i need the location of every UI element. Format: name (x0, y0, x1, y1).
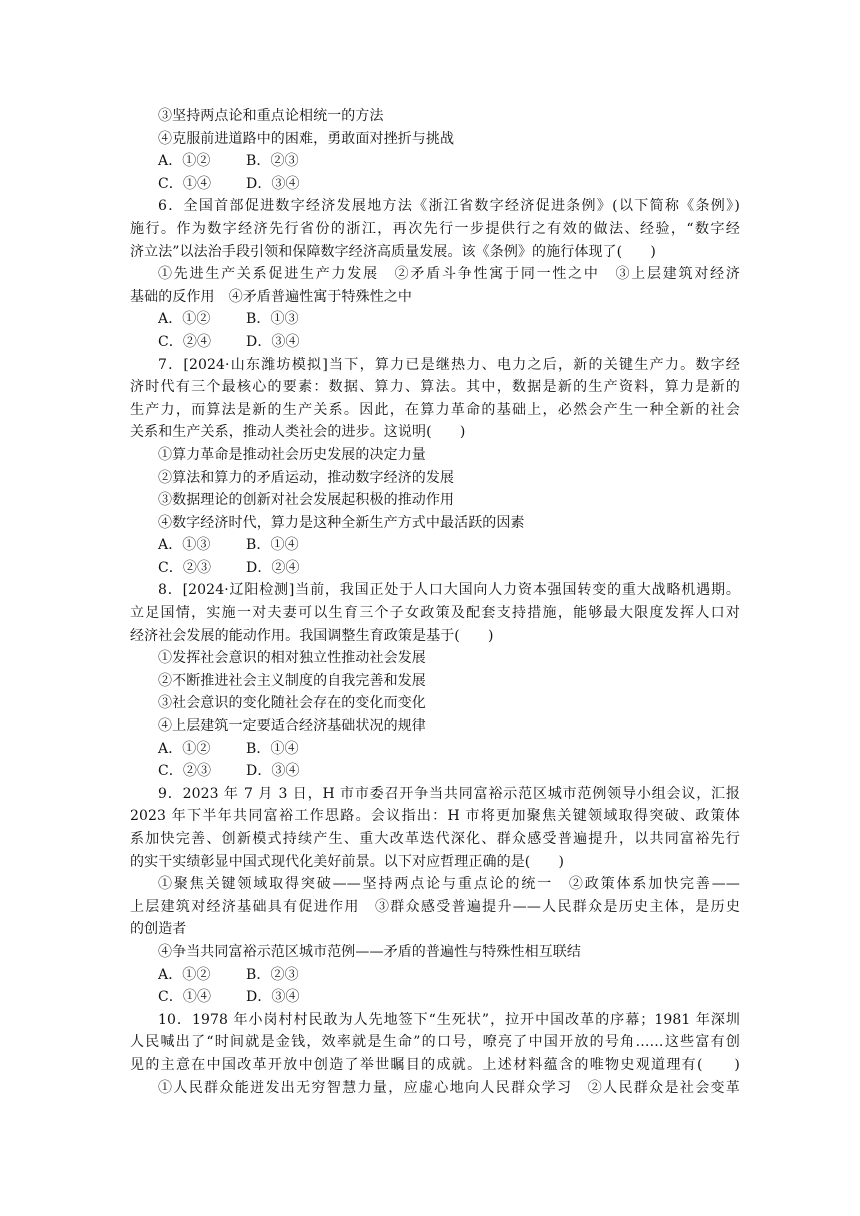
answer-choices-row (130, 760, 740, 783)
answer-choice: D．②④ (246, 559, 300, 576)
answer-choice: B．②③ (246, 153, 299, 170)
question-stem-line: 济时代有三个最核心的要素：数据、算力、算法。其中，数据是新的生产资料，算力是新的 (130, 379, 740, 396)
question-stem-line: 8．[2024·辽阳检测]当前，我国正处于人口大国向人力资本强国转变的重大战略机遇期。 (158, 582, 740, 599)
paragraph-last-line: 基础的反作用 ④矛盾普遍性寓于特殊性之中 (130, 288, 412, 305)
document-page (130, 105, 740, 1099)
answer-choices-row (130, 557, 740, 580)
answer-choice: A．①② (158, 311, 211, 328)
option-statement: ③坚持两点论和重点论相统一的方法 (158, 108, 384, 124)
answer-choice: B．①④ (246, 740, 299, 757)
option-statement: ①聚焦关键领域取得突破——坚持两点论与重点论的统一 ②政策体系加快完善—— (158, 876, 740, 893)
paragraph-last-line: 的创造者 (130, 921, 187, 938)
answer-choices-row (130, 738, 740, 761)
question-stem-line: 9．2023 年 7 月 3 日，H 市市委召开争当共同富裕示范区城市范例领导小组会议，汇报 (158, 785, 740, 802)
question-stem-line: 施行。作为数字经济先行省份的浙江，再次先行一步提供行之有效的做法、经验，“数字经 (130, 220, 740, 237)
paragraph-last-line: 经济社会发展的能动作用。我国调整生育政策是基于( ) (130, 627, 494, 644)
answer-choices-row (130, 150, 740, 173)
answer-choice: C．②③ (158, 559, 212, 576)
answer-choices-row (130, 173, 740, 196)
answer-choice: C．②④ (158, 333, 212, 350)
answer-choice: D．③④ (246, 989, 300, 1006)
question-stem-line: 见的主意在中国改革开放中创造了举世瞩目的成就。上述材料蕴含的唯物史观道理有( ) (130, 1056, 740, 1073)
question-stem-line: 人民喊出了“时间就是金钱，效率就是生命”的口号，嘹亮了中国开放的号角……这些富有创 (130, 1034, 740, 1051)
option-statement: ②算法和算力的矛盾运动，推动数字经济的发展 (158, 469, 455, 486)
question-stem-line: 立足国情，实施一对夫妻可以生育三个子女政策及配套支持措施，能够最大限度发挥人口对 (130, 605, 740, 622)
question-stem-line: 2023 年下半年共同富裕工作思路。会议指出：H 市将更加聚焦关键领域取得突破、政策体 (130, 808, 740, 825)
answer-choice: C．①④ (158, 989, 212, 1006)
option-statement: ①发挥社会意识的相对独立性推动社会发展 (158, 650, 426, 667)
answer-choices-row (130, 331, 740, 354)
answer-choices-row (130, 308, 740, 331)
question-stem-line: 10．1978 年小岗村村民敢为人先地签下“生死状”，拉开中国改革的序幕；1981 年深圳 (158, 1011, 740, 1028)
answer-choice: C．②③ (158, 763, 212, 780)
paragraph-last-line: 关系和生产关系，推动人类社会的进步。这说明( ) (130, 424, 466, 441)
question-stem-line: 系加快完善、创新模式持续产生、重大改革迭代深化、群众感受普遍提升，以共同富裕先行 (130, 831, 740, 847)
answer-choice: D．③④ (246, 175, 300, 192)
answer-choice: B．①④ (246, 537, 299, 554)
option-statement: ④上层建筑一定要适合经济基础状况的规律 (158, 718, 426, 735)
answer-choice: A．①② (158, 153, 211, 170)
answer-choice: B．①③ (246, 311, 299, 328)
answer-choices-row (130, 986, 740, 1009)
question-stem-line: 7．[2024·山东潍坊模拟]当下，算力已是继热力、电力之后，新的关键生产力。数字经 (158, 356, 740, 373)
answer-choice: A．①② (158, 966, 211, 983)
option-statement: ④克服前进道路中的困难，勇敢面对挫折与挑战 (158, 130, 455, 147)
answer-choice: A．①② (158, 740, 211, 757)
option-statement: ②不断推进社会主义制度的自我完善和发展 (158, 672, 426, 689)
answer-choice: D．③④ (246, 333, 300, 350)
answer-choice: A．①③ (158, 537, 211, 554)
answer-choice: C．①④ (158, 175, 212, 192)
answer-choice: D．③④ (246, 763, 300, 780)
answer-choices-row (130, 964, 740, 987)
option-statement: ③社会意识的变化随社会存在的变化而变化 (158, 695, 426, 712)
option-statement: ①人民群众能迸发出无穷智慧力量，应虚心地向人民群众学习 ②人民群众是社会变革 (158, 1079, 740, 1096)
answer-choice: B．②③ (246, 966, 299, 983)
option-statement: ④争当共同富裕示范区城市范例——矛盾的普遍性与特殊性相互联结 (158, 943, 581, 960)
paragraph-last-line: 济立法”以法治手段引领和保障数字经济高质量发展。该《条例》的施行体现了( ) (130, 243, 656, 260)
option-statement: ①算力革命是推动社会历史发展的决定力量 (158, 446, 426, 463)
question-stem-line: 6．全国首部促进数字经济发展地方法《浙江省数字经济促进条例》(以下简称《条例》) (158, 198, 740, 215)
paragraph-last-line: 的实干实绩彰显中国式现代化美好前景。以下对应哲理正确的是( ) (130, 853, 565, 870)
question-stem-line: 生产力，而算法是新的生产关系。因此，在算力革命的基础上，必然会产生一种全新的社会 (130, 401, 740, 418)
option-statement: ③数据理论的创新对社会发展起积极的推动作用 (158, 492, 455, 509)
option-statement: ④数字经济时代，算力是这种全新生产方式中最活跃的因素 (158, 514, 525, 531)
option-statement: ①先进生产关系促进生产力发展 ②矛盾斗争性寓于同一性之中 ③上层建筑对经济 (158, 266, 740, 283)
question-stem-line: 上层建筑对经济基础具有促进作用 ③群众感受普遍提升——人民群众是历史主体，是历史 (130, 898, 740, 915)
answer-choices-row (130, 534, 740, 557)
